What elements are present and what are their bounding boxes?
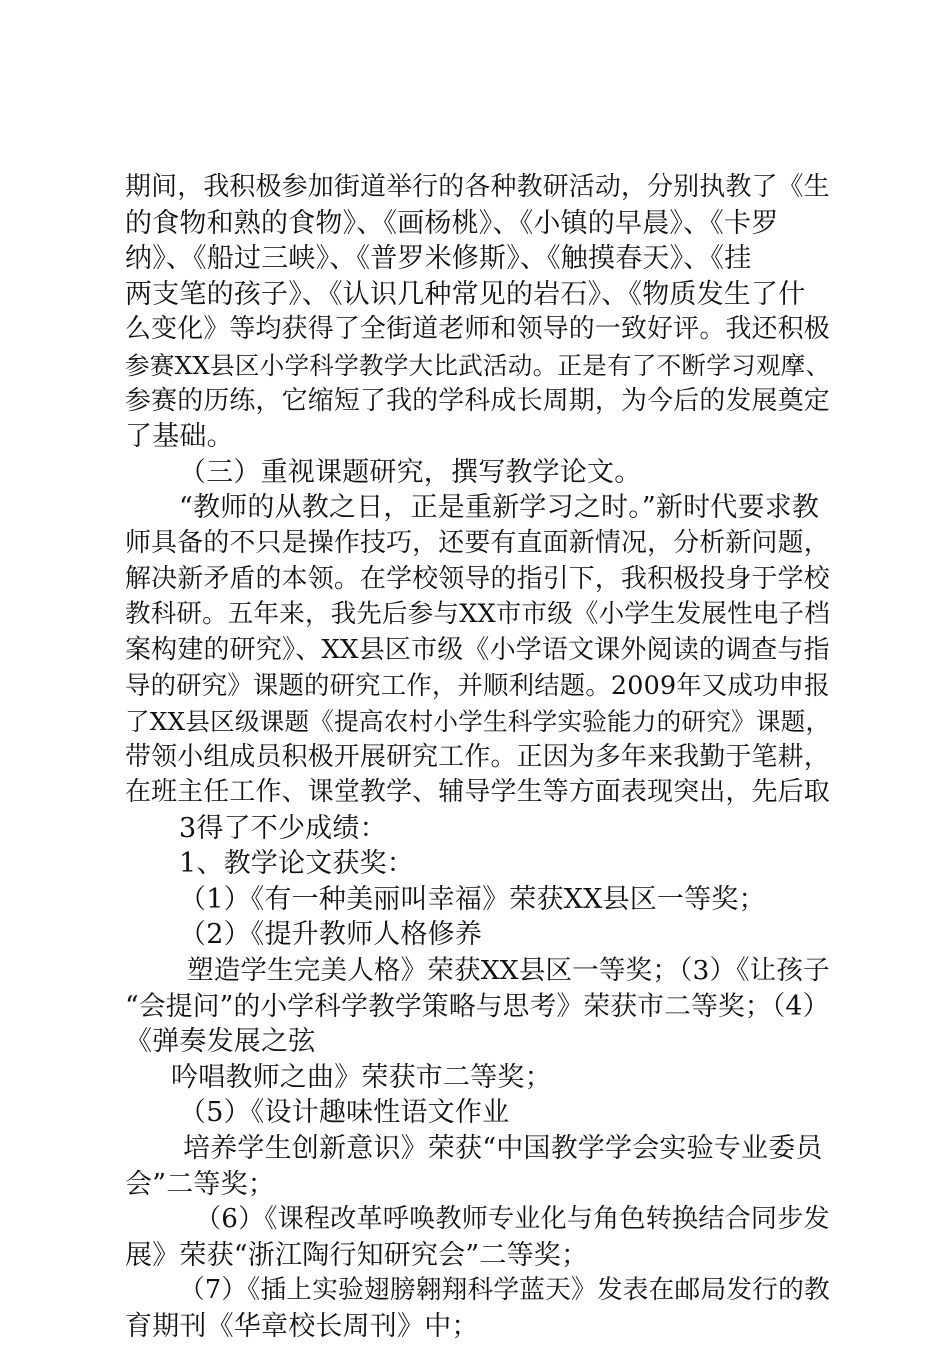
award-item: （7）《插上实验翅膀翱翔科学蓝天》发表在邮局发行的教 bbox=[179, 1275, 830, 1306]
text-line: 案构建的研究》、XX县区市级《小学语文课外阅读的调查与指 bbox=[125, 634, 830, 665]
text-line: 了基础。 bbox=[125, 421, 234, 453]
text-line: 带领小组成员积极开展研究工作。正因为多年来我勤于笔耕， bbox=[125, 741, 830, 772]
award-item: 《弹奏发展之弦 bbox=[125, 1026, 316, 1058]
text-line: 期间，我积极参加街道举行的各种教研活动，分别执教了《生 bbox=[125, 172, 830, 202]
award-item: （6）《课程改革呼唤教师专业化与角色转换结合同步发 bbox=[195, 1204, 830, 1235]
award-item: 培养学生创新意识》荣获“中国教学学会实验专业委员 bbox=[183, 1133, 823, 1165]
list-heading: 1、教学论文获奖： bbox=[179, 848, 414, 880]
text-line: 3得了不少成绩： bbox=[179, 812, 387, 844]
text-line: 了XX县区级课题《提高农村小学生科学实验能力的研究》课题， bbox=[125, 706, 831, 736]
text-line: 纳》、《船过三峡》、《普罗米修斯》、《触摸春天》、《挂 bbox=[125, 243, 752, 275]
award-item: （5）《设计趣味性语文作业 bbox=[179, 1097, 510, 1129]
text-line: 参赛XX县区小学科学教学大比武活动。正是有了不断学习观摩、 bbox=[125, 350, 831, 380]
award-item: 展》荣获“浙江陶行知研究会”二等奖； bbox=[125, 1239, 589, 1271]
award-item: （1）《有一种美丽叫幸福》荣获XX县区一等奖； bbox=[179, 883, 766, 915]
text-line: 的食物和熟的食物》、《画杨桃》、《小镇的早晨》、《卡罗 bbox=[125, 207, 779, 239]
award-item: （2）《提升教师人格修养 bbox=[179, 919, 483, 951]
text-line: “教师的从教之日，正是重新学习之时。”新时代要求教 bbox=[179, 492, 820, 524]
section-heading: （三）重视课题研究，撰写教学论文。 bbox=[179, 456, 642, 488]
document-body bbox=[125, 170, 830, 1345]
award-item: 吟唱教师之曲》荣获市二等奖； bbox=[171, 1061, 552, 1093]
text-line: 导的研究》课题的研究工作，并顺利结题。2009年又成功申报 bbox=[125, 670, 830, 701]
text-line: 师具备的不只是操作技巧，还要有直面新情况，分析新问题， bbox=[125, 527, 830, 558]
text-line: 在班主任工作、课堂教学、辅导学生等方面表现突出，先后取 bbox=[125, 777, 830, 808]
award-item: 塑造学生完美人格》荣获XX县区一等奖；（3）《让孩子 bbox=[187, 955, 830, 987]
award-item: “会提问”的小学科学教学策略与思考》荣获市二等奖；（4） bbox=[125, 990, 830, 1022]
award-item: 育期刊《华章校长周刊》中； bbox=[125, 1311, 479, 1342]
award-item: 会”二等奖； bbox=[125, 1168, 276, 1200]
text-line: 两支笔的孩子》、《认识几种常见的岩石》、《物质发生了什 bbox=[125, 278, 806, 310]
text-line: 教科研。五年来，我先后参与XX市市级《小学生发展性电子档 bbox=[125, 599, 830, 630]
text-line: 么变化》等均获得了全街道老师和领导的一致好评。我还积极 bbox=[125, 314, 830, 345]
text-line: 解决新矛盾的本领。在学校领导的指引下，我积极投身于学校 bbox=[125, 563, 830, 594]
text-line: 参赛的历练，它缩短了我的学科成长周期，为今后的发展奠定 bbox=[125, 385, 830, 416]
